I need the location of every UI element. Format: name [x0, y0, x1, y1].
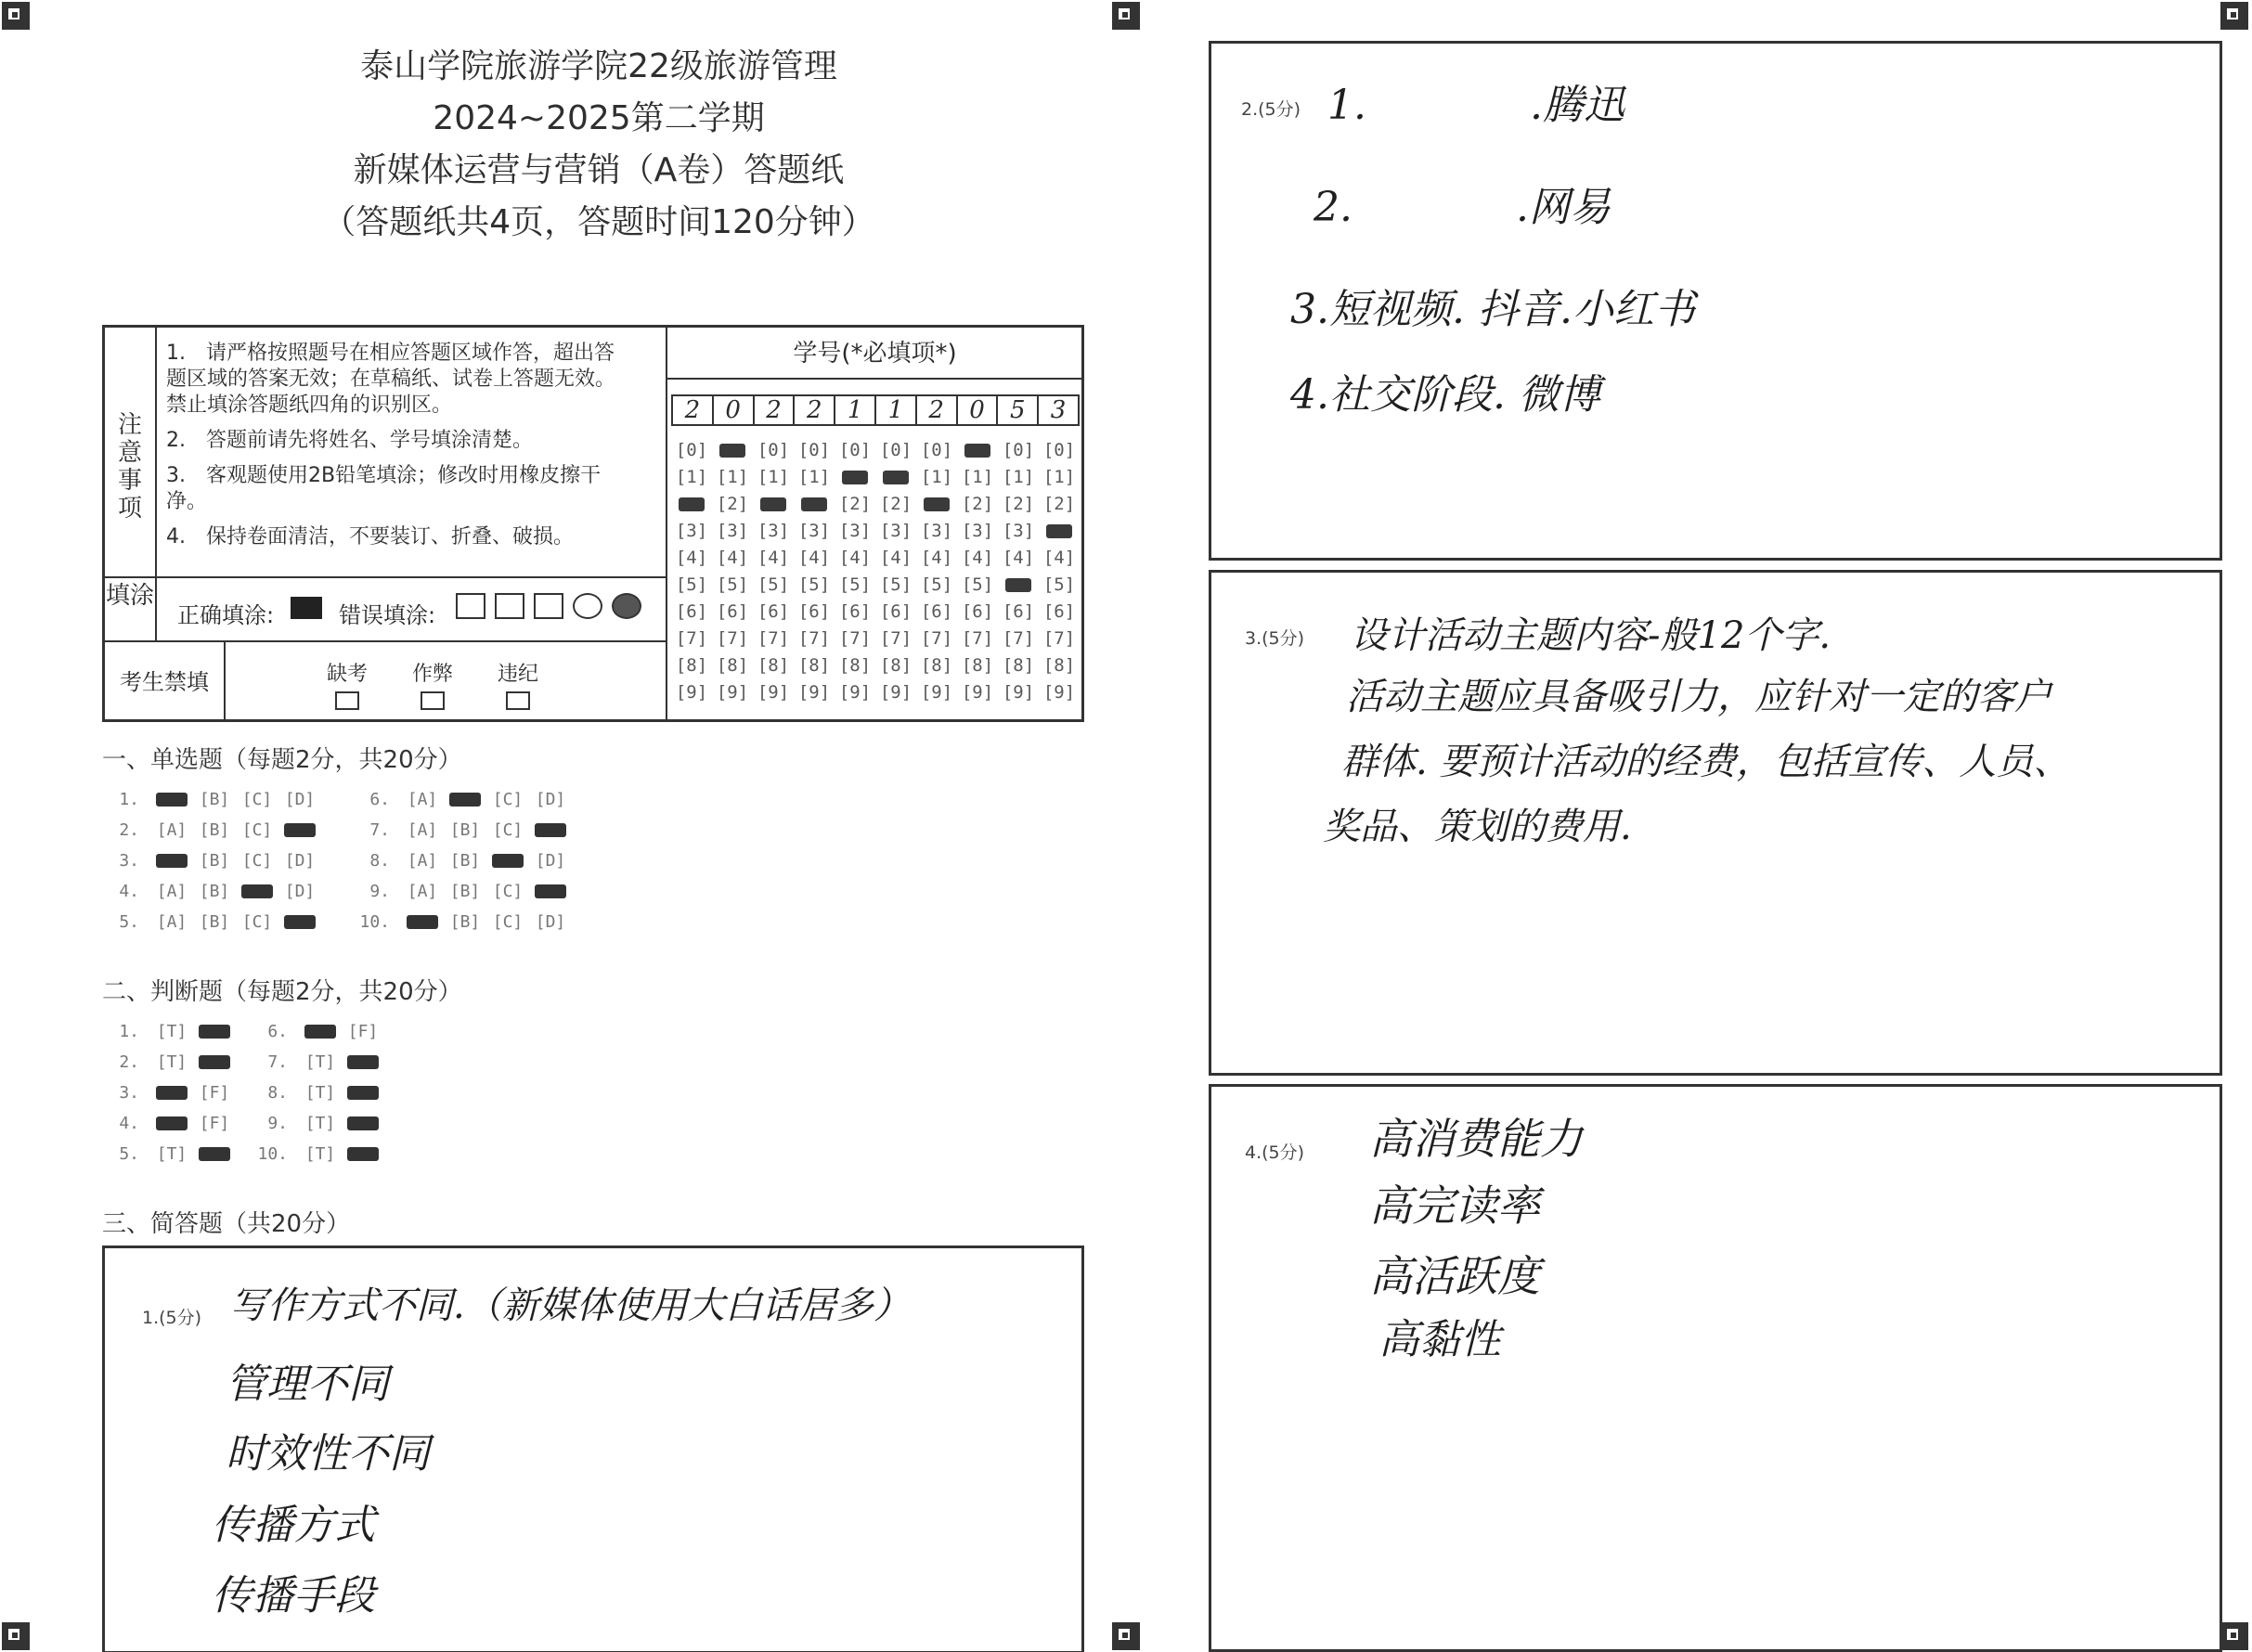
answer-bubble[interactable]: [A]: [407, 882, 438, 901]
question-number: 4.: [119, 1114, 139, 1133]
student-id-bubble[interactable]: [0]: [1002, 440, 1035, 460]
answer-bubble[interactable]: [T]: [156, 1022, 188, 1041]
question-label: 4.(5分): [1245, 1142, 1305, 1163]
answer-bubble[interactable]: [529, 820, 572, 840]
student-id-bubble[interactable]: [9]: [961, 682, 994, 703]
forbid-checkbox-absent[interactable]: [335, 691, 359, 710]
forbid-item-absent: 缺考: [326, 663, 368, 686]
true-false-column: [102, 1016, 236, 1169]
student-id-bubble[interactable]: [7]: [675, 628, 708, 649]
student-id-bubble[interactable]: [7]: [879, 628, 912, 649]
student-id-bubble[interactable]: [1]: [1042, 467, 1076, 487]
student-id-bubble[interactable]: [753, 491, 794, 518]
student-id-bubble[interactable]: [4]: [1042, 548, 1076, 568]
fill-correct-label: 正确填涂:: [177, 602, 275, 628]
single-choice-row: [353, 845, 572, 876]
single-choice-row: [102, 815, 321, 845]
handwritten-answer-line: 高活跃度: [1369, 1251, 1540, 1301]
bubble-row: [671, 599, 1080, 626]
handwritten-answer-line: 传播方式: [212, 1502, 375, 1549]
answer-bubble[interactable]: [150, 1083, 193, 1103]
student-id-bubble[interactable]: [7]: [838, 628, 872, 649]
fill-wrong-label: 错误填涂:: [339, 602, 436, 628]
question-number: 9.: [369, 882, 390, 901]
student-id-bubble[interactable]: [6]: [879, 601, 912, 622]
single-choice-row: [353, 907, 572, 937]
answer-bubble[interactable]: [342, 1114, 384, 1133]
student-id-digit[interactable]: 2: [917, 396, 958, 424]
handwritten-answer-line: 设计活动主题内容-般12个字.: [1351, 614, 1831, 657]
corner-mark-top-left: [2, 2, 30, 30]
student-id-bubble[interactable]: [4]: [879, 548, 912, 568]
student-id-bubble[interactable]: [1]: [675, 467, 708, 487]
student-id-bubble[interactable]: [9]: [1042, 682, 1076, 703]
answer-bubble[interactable]: [D]: [284, 882, 316, 901]
exam-title-line1: 泰山学院旅游学院22级旅游管理: [360, 47, 837, 85]
student-id-bubble[interactable]: [0]: [1042, 440, 1076, 460]
answer-bubble[interactable]: [B]: [449, 851, 481, 871]
question-number: 5.: [119, 1144, 139, 1164]
bubble-row: [671, 437, 1080, 464]
answer-bubble[interactable]: [193, 1022, 236, 1041]
answer-bubble[interactable]: [529, 882, 572, 901]
handwritten-answer-line: 时效性不同: [226, 1430, 430, 1478]
student-id-bubble[interactable]: [6]: [838, 601, 872, 622]
question-number: 2.: [119, 820, 139, 840]
answer-bubble[interactable]: [F]: [199, 1083, 230, 1103]
student-id-bubble[interactable]: [8]: [716, 655, 749, 676]
student-id-bubble[interactable]: [875, 464, 916, 491]
answer-bubble[interactable]: [C]: [241, 912, 273, 932]
notice-item: 3. 客观题使用2B铅笔填涂；修改时用橡皮擦干净。: [166, 464, 602, 513]
student-id-bubble[interactable]: [3]: [838, 521, 872, 541]
student-id-bubble[interactable]: [9]: [920, 682, 953, 703]
answer-bubble[interactable]: [444, 790, 486, 809]
answer-bubble[interactable]: [B]: [199, 790, 230, 809]
student-id-bubble[interactable]: [9]: [716, 682, 749, 703]
handwritten-answer-line: 4.社交阶段. 微博: [1290, 371, 1600, 419]
answer-bubble[interactable]: [401, 912, 444, 932]
single-choice-row: [353, 815, 572, 845]
student-id-bubble[interactable]: [1]: [716, 467, 749, 487]
student-id-bubble[interactable]: [9]: [757, 682, 790, 703]
true-false-column: [251, 1016, 384, 1169]
student-id-bubble[interactable]: [835, 464, 875, 491]
answer-bubble[interactable]: [C]: [241, 851, 273, 871]
student-id-bubble[interactable]: [8]: [757, 655, 790, 676]
student-id-bubble[interactable]: [9]: [1002, 682, 1035, 703]
answer-bubble[interactable]: [193, 1144, 236, 1164]
question-label: 1.(5分): [142, 1308, 202, 1328]
student-id-digit[interactable]: 2: [795, 396, 835, 424]
answer-bubble[interactable]: [150, 790, 193, 809]
student-id-bubble[interactable]: [4]: [797, 548, 831, 568]
student-id-bubble[interactable]: [5]: [675, 574, 708, 595]
true-false-row: [251, 1139, 384, 1169]
answer-bubble[interactable]: [T]: [304, 1052, 336, 1072]
answer-bubble[interactable]: [A]: [407, 851, 438, 871]
handwritten-answer-line: 1. .腾迅: [1327, 82, 1624, 129]
corner-mark-bottom-center: [1112, 1622, 1140, 1650]
handwritten-answer-line: 群体. 要预计活动的经费，包括宣传、人员、: [1341, 741, 2071, 783]
student-id-bubble[interactable]: [3]: [797, 521, 831, 541]
student-id-bubble[interactable]: [671, 491, 712, 518]
question-number: 5.: [119, 912, 139, 932]
student-id-bubble[interactable]: [7]: [961, 628, 994, 649]
single-choice-row: [353, 876, 572, 907]
student-id-bubble[interactable]: [8]: [838, 655, 872, 676]
answer-bubble[interactable]: [D]: [284, 790, 316, 809]
answer-bubble[interactable]: [C]: [492, 790, 524, 809]
question-number: 4.: [119, 882, 139, 901]
bubble-row: [671, 572, 1080, 599]
student-id-bubble[interactable]: [4]: [757, 548, 790, 568]
corner-mark-top-center: [1112, 2, 1140, 30]
bubble-row: [671, 626, 1080, 652]
single-choice-row: [353, 784, 572, 815]
single-choice-column: [102, 784, 321, 937]
exam-title-line3: 新媒体运营与营销（A卷）答题纸: [353, 151, 845, 189]
student-id-digit[interactable]: 3: [1050, 396, 1067, 424]
question-number: 2.: [119, 1052, 139, 1072]
notice-item: 4. 保持卷面清洁，不要装订、折叠、破损。: [166, 525, 574, 549]
student-id-bubble[interactable]: [0]: [797, 440, 831, 460]
answer-bubble[interactable]: [T]: [304, 1083, 336, 1103]
student-id-bubble[interactable]: [8]: [1042, 655, 1076, 676]
true-false-row: [102, 1047, 236, 1078]
student-id-bubble[interactable]: [3]: [675, 521, 708, 541]
answer-bubble[interactable]: [A]: [407, 820, 438, 840]
single-choice-row: [102, 907, 321, 937]
student-id-bubble[interactable]: [3]: [716, 521, 749, 541]
student-id-bubble[interactable]: [5]: [838, 574, 872, 595]
true-false-row: [102, 1078, 236, 1108]
section-true-false-heading: 二、判断题（每题2分，共20分）: [102, 978, 462, 1006]
student-id-digit[interactable]: 0: [958, 396, 999, 424]
true-false-row: [102, 1108, 236, 1139]
student-id-bubble[interactable]: [8]: [879, 655, 912, 676]
notice-side-char: 意: [117, 439, 142, 467]
student-id-digit[interactable]: 5: [998, 396, 1039, 424]
answer-bubble[interactable]: [299, 1022, 342, 1041]
notice-item: 1. 请严格按照题号在相应答题区域作答，超出答题区域的答案无效；在草稿纸、试卷上答题无效。禁止填涂答题纸四角的识别区。: [166, 342, 616, 417]
answer-bubble[interactable]: [T]: [156, 1144, 188, 1164]
student-id-bubble[interactable]: [6]: [797, 601, 831, 622]
student-id-digit[interactable]: 2: [755, 396, 796, 424]
answer-bubble[interactable]: [B]: [199, 851, 230, 871]
answer-bubble[interactable]: [150, 851, 193, 871]
student-id-bubble[interactable]: [5]: [1042, 574, 1076, 595]
true-false-row: [251, 1078, 384, 1108]
forbid-item-cheating: 作弊: [411, 663, 453, 686]
student-id-digits: [671, 394, 1080, 426]
fill-wrong-sample: [612, 593, 641, 619]
true-false-row: [102, 1016, 236, 1047]
exam-title-block: [102, 41, 1095, 249]
notice-divider: [666, 328, 667, 722]
answer-bubble[interactable]: [A]: [156, 882, 188, 901]
question-number: 10.: [359, 912, 390, 932]
student-id-bubble[interactable]: [0]: [920, 440, 953, 460]
bubble-row: [671, 545, 1080, 572]
forbid-label: 考生禁填: [105, 642, 226, 722]
student-id-bubble[interactable]: [3]: [879, 521, 912, 541]
handwritten-answer-line: 3.短视频. 抖音.小红书: [1290, 286, 1695, 333]
answer-bubble[interactable]: [193, 1052, 236, 1072]
fill-correct-sample: [291, 597, 322, 619]
student-id-bubble[interactable]: [957, 437, 998, 464]
answer-bubble[interactable]: [A]: [156, 820, 188, 840]
student-id-bubble[interactable]: [794, 491, 835, 518]
bubble-row: [671, 491, 1080, 518]
student-id-bubble[interactable]: [8]: [675, 655, 708, 676]
corner-mark-bottom-left: [2, 1622, 30, 1650]
handwritten-answer-line: 奖品、策划的费用.: [1323, 806, 1632, 848]
student-id-bubble[interactable]: [6]: [961, 601, 994, 622]
answer-bubble[interactable]: [C]: [492, 882, 524, 901]
question-number: 1.: [119, 1022, 139, 1041]
student-id-bubble[interactable]: [4]: [1002, 548, 1035, 568]
true-false-row: [251, 1108, 384, 1139]
notice-divider: [105, 576, 666, 578]
handwritten-answer-line: 高消费能力: [1369, 1114, 1583, 1164]
answer-bubble[interactable]: [B]: [199, 820, 230, 840]
answer-bubble[interactable]: [T]: [156, 1052, 188, 1072]
student-id-bubble[interactable]: [0]: [757, 440, 790, 460]
fill-wrong-sample: [573, 593, 602, 619]
student-id-bubble[interactable]: [0]: [838, 440, 872, 460]
student-id-bubble[interactable]: [4]: [961, 548, 994, 568]
student-id-bubble[interactable]: [7]: [797, 628, 831, 649]
student-id-bubble[interactable]: [7]: [1042, 628, 1076, 649]
student-id-bubble[interactable]: [1]: [797, 467, 831, 487]
question-number: 6.: [267, 1022, 288, 1041]
student-id-bubble[interactable]: [0]: [879, 440, 912, 460]
student-id-bubble[interactable]: [3]: [1002, 521, 1035, 541]
student-id-bubble[interactable]: [4]: [838, 548, 872, 568]
answer-bubble[interactable]: [C]: [241, 820, 273, 840]
handwritten-answer-line: 管理不同: [226, 1361, 389, 1408]
exam-title-line4: （答题纸共4页，答题时间120分钟）: [322, 203, 875, 241]
student-id-bubble[interactable]: [2]: [1002, 494, 1035, 514]
single-choice-row: [102, 876, 321, 907]
notice-table: [102, 325, 1084, 722]
answer-box-q2[interactable]: [1209, 41, 2222, 561]
student-id-bubble[interactable]: [6]: [1002, 601, 1035, 622]
student-id-bubble[interactable]: [2]: [961, 494, 994, 514]
handwritten-answer-line: 高完读率: [1369, 1181, 1540, 1231]
student-id-bubble[interactable]: [916, 491, 957, 518]
student-id-bubble[interactable]: [7]: [920, 628, 953, 649]
true-false-row: [102, 1139, 236, 1169]
section-single-choice-heading: 一、单选题（每题2分，共20分）: [102, 746, 462, 774]
student-id-bubble-grid: [671, 437, 1080, 706]
notice-items: [166, 341, 630, 560]
question-number: 7.: [267, 1052, 288, 1072]
question-number: 1.: [119, 790, 139, 809]
answer-bubble[interactable]: [C]: [492, 820, 524, 840]
student-id-bubble[interactable]: [9]: [838, 682, 872, 703]
corner-mark-bottom-right: [2220, 1622, 2248, 1650]
student-id-bubble[interactable]: [4]: [716, 548, 749, 568]
student-id-bubble[interactable]: [6]: [675, 601, 708, 622]
forbid-item-violation: 违纪: [497, 663, 538, 686]
question-number: 9.: [267, 1114, 288, 1133]
student-id-digit[interactable]: 1: [835, 396, 876, 424]
student-id-bubble[interactable]: [4]: [675, 548, 708, 568]
notice-side-char: 注: [117, 411, 142, 439]
student-id-bubble[interactable]: [2]: [838, 494, 872, 514]
true-false-row: [251, 1016, 384, 1047]
student-id-bubble[interactable]: [5]: [757, 574, 790, 595]
student-id-bubble[interactable]: [5]: [879, 574, 912, 595]
student-id-bubble[interactable]: [7]: [757, 628, 790, 649]
student-id-bubble[interactable]: [712, 437, 753, 464]
question-number: 8.: [267, 1083, 288, 1103]
notice-side-label: [105, 328, 157, 576]
notice-item: 2. 答题前请先将姓名、学号填涂清楚。: [166, 429, 533, 452]
question-label: 3.(5分): [1245, 628, 1305, 649]
answer-box-q1[interactable]: [102, 1245, 1084, 1652]
student-id-bubble[interactable]: [6]: [920, 601, 953, 622]
student-id-bubble[interactable]: [9]: [797, 682, 831, 703]
answer-bubble[interactable]: [B]: [199, 882, 230, 901]
student-id-bubble[interactable]: [8]: [961, 655, 994, 676]
notice-side-char: 项: [117, 495, 142, 523]
answer-bubble[interactable]: [278, 912, 321, 932]
student-id-bubble[interactable]: [0]: [675, 440, 708, 460]
handwritten-answer-line: 高黏性: [1378, 1316, 1501, 1363]
answer-bubble[interactable]: [486, 851, 529, 871]
answer-bubble[interactable]: [D]: [535, 912, 566, 932]
student-id-title: 学号(*必填项*): [666, 328, 1084, 380]
fill-label: 填涂: [105, 578, 157, 640]
question-label: 2.(5分): [1241, 99, 1301, 120]
student-id-digit[interactable]: 1: [876, 396, 917, 424]
student-id-bubble[interactable]: [1]: [920, 467, 953, 487]
answer-bubble[interactable]: [F]: [199, 1114, 230, 1133]
student-id-bubble[interactable]: [8]: [797, 655, 831, 676]
answer-bubble[interactable]: [342, 1083, 384, 1103]
answer-box-q4[interactable]: [1209, 1084, 2222, 1652]
fill-wrong-sample: [495, 593, 524, 619]
handwritten-answer-line: 写作方式不同.（新媒体使用大白话居多）: [230, 1284, 911, 1327]
section-short-answer-heading: 三、简答题（共20分）: [102, 1210, 351, 1238]
student-id-bubble[interactable]: [6]: [757, 601, 790, 622]
bubble-row: [671, 652, 1080, 679]
student-id-bubble[interactable]: [7]: [716, 628, 749, 649]
single-choice-row: [102, 784, 321, 815]
fill-wrong-sample: [456, 593, 485, 619]
student-id-bubble[interactable]: [3]: [757, 521, 790, 541]
student-id-bubble[interactable]: [6]: [1042, 601, 1076, 622]
student-id-bubble[interactable]: [1]: [961, 467, 994, 487]
answer-bubble[interactable]: [C]: [492, 912, 524, 932]
answer-bubble[interactable]: [D]: [535, 851, 566, 871]
student-id-bubble[interactable]: [5]: [920, 574, 953, 595]
bubble-row: [671, 679, 1080, 706]
student-id-bubble[interactable]: [8]: [1002, 655, 1035, 676]
handwritten-answer-line: 活动主题应具备吸引力，应针对一定的客户: [1346, 676, 2051, 718]
answer-box-q3[interactable]: [1209, 570, 2222, 1076]
answer-bubble[interactable]: [F]: [347, 1022, 379, 1041]
fill-wrong-sample: [534, 593, 563, 619]
student-id-bubble[interactable]: [1039, 518, 1080, 545]
true-false-row: [251, 1047, 384, 1078]
question-number: 8.: [369, 851, 390, 871]
student-id-bubble[interactable]: [2]: [1042, 494, 1076, 514]
answer-bubble[interactable]: [342, 1052, 384, 1072]
answer-bubble[interactable]: [T]: [304, 1114, 336, 1133]
bubble-row: [671, 518, 1080, 545]
answer-bubble[interactable]: [150, 1114, 193, 1133]
student-id-bubble[interactable]: [6]: [716, 601, 749, 622]
forbid-checkbox-cheating[interactable]: [421, 691, 445, 710]
answer-bubble[interactable]: [B]: [199, 912, 230, 932]
exam-title-line2: 2024~2025第二学期: [433, 99, 765, 137]
student-id-digit[interactable]: 0: [714, 396, 755, 424]
student-id-bubble[interactable]: [5]: [961, 574, 994, 595]
student-id-bubble[interactable]: [2]: [716, 494, 749, 514]
student-id-bubble[interactable]: [9]: [675, 682, 708, 703]
single-choice-row: [102, 845, 321, 876]
answer-bubble[interactable]: [278, 820, 321, 840]
answer-bubble[interactable]: [236, 882, 278, 901]
answer-bubble[interactable]: [342, 1144, 384, 1164]
answer-bubble[interactable]: [D]: [284, 851, 316, 871]
question-number: 3.: [119, 851, 139, 871]
student-id-bubble[interactable]: [8]: [920, 655, 953, 676]
forbid-checkbox-violation[interactable]: [506, 691, 530, 710]
student-id-bubble[interactable]: [3]: [920, 521, 953, 541]
answer-bubble[interactable]: [A]: [156, 912, 188, 932]
answer-bubble[interactable]: [B]: [449, 820, 481, 840]
student-id-bubble[interactable]: [4]: [920, 548, 953, 568]
question-number: 10.: [257, 1144, 288, 1164]
single-choice-column: [353, 784, 572, 937]
student-id-bubble[interactable]: [9]: [879, 682, 912, 703]
student-id-bubble[interactable]: [998, 572, 1039, 599]
question-number: 3.: [119, 1083, 139, 1103]
handwritten-answer-line: 2. .网易: [1314, 184, 1611, 231]
student-id-bubble[interactable]: [5]: [716, 574, 749, 595]
student-id-bubble[interactable]: [2]: [879, 494, 912, 514]
student-id-bubble[interactable]: [1]: [1002, 467, 1035, 487]
question-number: 7.: [369, 820, 390, 840]
answer-bubble[interactable]: [T]: [304, 1144, 336, 1164]
bubble-row: [671, 464, 1080, 491]
answer-bubble[interactable]: [B]: [449, 882, 481, 901]
student-id-bubble[interactable]: [7]: [1002, 628, 1035, 649]
student-id-bubble[interactable]: [3]: [961, 521, 994, 541]
handwritten-answer-line: 传播手段: [212, 1572, 375, 1620]
answer-bubble[interactable]: [A]: [407, 790, 438, 809]
answer-bubble[interactable]: [B]: [449, 912, 481, 932]
answer-bubble[interactable]: [D]: [535, 790, 566, 809]
student-id-bubble[interactable]: [1]: [757, 467, 790, 487]
notice-side-char: 事: [117, 467, 142, 495]
student-id-digit[interactable]: 2: [673, 396, 714, 424]
question-number: 6.: [369, 790, 390, 809]
corner-mark-top-right: [2220, 2, 2248, 30]
answer-bubble[interactable]: [C]: [241, 790, 273, 809]
student-id-bubble[interactable]: [5]: [797, 574, 831, 595]
